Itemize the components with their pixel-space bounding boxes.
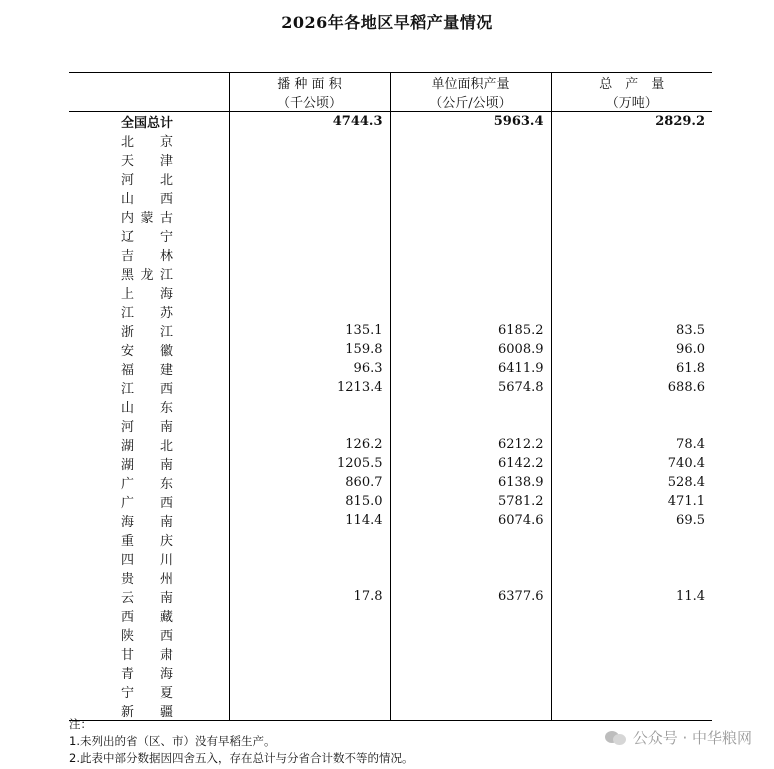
header-region bbox=[69, 73, 229, 93]
area-cell bbox=[229, 264, 390, 283]
table-row bbox=[69, 378, 712, 397]
table-row bbox=[69, 682, 712, 701]
yield-cell bbox=[390, 530, 551, 549]
table-row bbox=[69, 663, 712, 682]
header-output-unit: （万吨） bbox=[551, 92, 712, 112]
region-cell bbox=[69, 112, 229, 132]
note-item-2: 2.此表中部分数据因四舍五入，存在总计与分省合计数不等的情况。 bbox=[69, 751, 414, 765]
yield-cell bbox=[390, 397, 551, 416]
output-cell bbox=[551, 150, 712, 169]
yield-cell bbox=[390, 207, 551, 226]
notes bbox=[69, 716, 413, 767]
region-name: 内蒙古 bbox=[121, 211, 173, 226]
output-cell bbox=[551, 302, 712, 321]
region-name: 四川 bbox=[121, 553, 173, 568]
header-area-unit: （千公顷） bbox=[229, 92, 390, 112]
area-cell bbox=[229, 606, 390, 625]
header-yield: 单位面积产量 bbox=[390, 73, 551, 93]
region-name: 安徽 bbox=[121, 344, 173, 359]
area-cell: 4744.3 bbox=[229, 112, 390, 132]
output-cell: 740.4 bbox=[551, 454, 712, 473]
region-cell bbox=[69, 663, 229, 682]
region-cell bbox=[69, 359, 229, 378]
output-cell bbox=[551, 644, 712, 663]
header-output: 总 产 量 bbox=[551, 73, 712, 93]
yield-cell bbox=[390, 416, 551, 435]
region-name: 青海 bbox=[121, 667, 173, 682]
table-row bbox=[69, 416, 712, 435]
table-row bbox=[69, 188, 712, 207]
area-cell: 159.8 bbox=[229, 340, 390, 359]
area-cell: 126.2 bbox=[229, 435, 390, 454]
area-cell bbox=[229, 530, 390, 549]
total-row bbox=[69, 112, 712, 132]
output-cell bbox=[551, 549, 712, 568]
yield-cell bbox=[390, 682, 551, 701]
region-name: 浙江 bbox=[121, 325, 173, 340]
yield-cell: 6074.6 bbox=[390, 511, 551, 530]
output-cell: 2829.2 bbox=[551, 112, 712, 132]
output-cell bbox=[551, 207, 712, 226]
table-row bbox=[69, 397, 712, 416]
yield-cell bbox=[390, 701, 551, 721]
table-row bbox=[69, 150, 712, 169]
region-cell bbox=[69, 473, 229, 492]
area-cell bbox=[229, 682, 390, 701]
region-name: 山东 bbox=[121, 401, 173, 416]
area-cell bbox=[229, 549, 390, 568]
area-cell: 815.0 bbox=[229, 492, 390, 511]
area-cell bbox=[229, 625, 390, 644]
region-name: 甘肃 bbox=[121, 648, 173, 663]
yield-cell bbox=[390, 606, 551, 625]
output-cell: 528.4 bbox=[551, 473, 712, 492]
region-cell bbox=[69, 397, 229, 416]
region-cell bbox=[69, 283, 229, 302]
output-cell bbox=[551, 663, 712, 682]
region-name: 湖南 bbox=[121, 458, 173, 473]
output-cell bbox=[551, 245, 712, 264]
output-cell bbox=[551, 682, 712, 701]
header-row-1 bbox=[69, 73, 712, 93]
region-name: 河北 bbox=[121, 173, 173, 188]
yield-cell bbox=[390, 150, 551, 169]
notes-label: 注： bbox=[69, 717, 92, 731]
area-cell: 1205.5 bbox=[229, 454, 390, 473]
region-cell bbox=[69, 321, 229, 340]
region-cell bbox=[69, 530, 229, 549]
table-row bbox=[69, 207, 712, 226]
output-cell bbox=[551, 283, 712, 302]
table-row bbox=[69, 568, 712, 587]
output-cell bbox=[551, 226, 712, 245]
region-cell bbox=[69, 511, 229, 530]
table-row bbox=[69, 321, 712, 340]
table-row bbox=[69, 340, 712, 359]
header-region-unit bbox=[69, 92, 229, 112]
region-cell bbox=[69, 606, 229, 625]
output-cell bbox=[551, 264, 712, 283]
yield-cell: 6185.2 bbox=[390, 321, 551, 340]
region-name: 湖北 bbox=[121, 439, 173, 454]
table-row bbox=[69, 644, 712, 663]
yield-cell bbox=[390, 264, 551, 283]
region-name: 北京 bbox=[121, 135, 173, 150]
yield-cell bbox=[390, 188, 551, 207]
table-row bbox=[69, 245, 712, 264]
output-cell: 83.5 bbox=[551, 321, 712, 340]
table-row bbox=[69, 625, 712, 644]
area-cell bbox=[229, 302, 390, 321]
table-row bbox=[69, 530, 712, 549]
region-name: 黑龙江 bbox=[121, 268, 173, 283]
area-cell: 135.1 bbox=[229, 321, 390, 340]
yield-cell: 6411.9 bbox=[390, 359, 551, 378]
output-cell: 11.4 bbox=[551, 587, 712, 606]
yield-cell bbox=[390, 568, 551, 587]
table-row bbox=[69, 511, 712, 530]
area-cell: 96.3 bbox=[229, 359, 390, 378]
region-cell bbox=[69, 416, 229, 435]
area-cell: 1213.4 bbox=[229, 378, 390, 397]
region-cell bbox=[69, 549, 229, 568]
output-cell bbox=[551, 625, 712, 644]
table-row bbox=[69, 226, 712, 245]
yield-cell: 6212.2 bbox=[390, 435, 551, 454]
region-name: 山西 bbox=[121, 192, 173, 207]
region-cell bbox=[69, 188, 229, 207]
area-cell bbox=[229, 226, 390, 245]
yield-cell bbox=[390, 302, 551, 321]
output-cell: 69.5 bbox=[551, 511, 712, 530]
area-cell bbox=[229, 169, 390, 188]
output-cell: 78.4 bbox=[551, 435, 712, 454]
region-cell bbox=[69, 150, 229, 169]
output-cell bbox=[551, 188, 712, 207]
region-cell bbox=[69, 378, 229, 397]
output-cell bbox=[551, 397, 712, 416]
area-cell bbox=[229, 131, 390, 150]
yield-cell: 5963.4 bbox=[390, 112, 551, 132]
region-cell bbox=[69, 264, 229, 283]
yield-cell: 5781.2 bbox=[390, 492, 551, 511]
yield-cell: 6142.2 bbox=[390, 454, 551, 473]
region-cell bbox=[69, 568, 229, 587]
region-name: 天津 bbox=[121, 154, 173, 169]
table-row bbox=[69, 587, 712, 606]
region-name: 全国总计 bbox=[121, 116, 174, 131]
region-name: 海南 bbox=[121, 515, 173, 530]
region-name: 广西 bbox=[121, 496, 173, 511]
yield-cell: 6377.6 bbox=[390, 587, 551, 606]
region-cell bbox=[69, 245, 229, 264]
yield-cell bbox=[390, 549, 551, 568]
output-cell bbox=[551, 701, 712, 721]
output-cell bbox=[551, 530, 712, 549]
watermark bbox=[605, 727, 752, 748]
region-name: 云南 bbox=[121, 591, 173, 606]
yield-cell bbox=[390, 663, 551, 682]
yield-cell bbox=[390, 226, 551, 245]
region-cell bbox=[69, 131, 229, 150]
watermark-text: 公众号 · 中华粮网 bbox=[632, 729, 752, 747]
region-cell bbox=[69, 492, 229, 511]
production-table bbox=[69, 72, 712, 721]
output-cell bbox=[551, 606, 712, 625]
yield-cell bbox=[390, 283, 551, 302]
area-cell bbox=[229, 283, 390, 302]
region-cell bbox=[69, 302, 229, 321]
area-cell bbox=[229, 663, 390, 682]
region-cell bbox=[69, 454, 229, 473]
header-yield-unit: （公斤/公顷） bbox=[390, 92, 551, 112]
area-cell bbox=[229, 568, 390, 587]
header-row-2 bbox=[69, 92, 712, 112]
region-cell bbox=[69, 340, 229, 359]
region-name: 江西 bbox=[121, 382, 173, 397]
note-item-1: 1.未列出的省（区、市）没有早稻生产。 bbox=[69, 734, 276, 748]
region-name: 上海 bbox=[121, 287, 173, 302]
region-name: 陕西 bbox=[121, 629, 173, 644]
table-row bbox=[69, 549, 712, 568]
yield-cell bbox=[390, 625, 551, 644]
region-cell bbox=[69, 682, 229, 701]
yield-cell bbox=[390, 644, 551, 663]
area-cell bbox=[229, 188, 390, 207]
area-cell: 114.4 bbox=[229, 511, 390, 530]
area-cell bbox=[229, 150, 390, 169]
yield-cell bbox=[390, 169, 551, 188]
region-name: 福建 bbox=[121, 363, 173, 378]
region-cell bbox=[69, 625, 229, 644]
header-area: 播 种 面 积 bbox=[229, 73, 390, 93]
region-name: 吉林 bbox=[121, 249, 173, 264]
region-cell bbox=[69, 644, 229, 663]
area-cell bbox=[229, 397, 390, 416]
region-cell bbox=[69, 226, 229, 245]
region-name: 宁夏 bbox=[121, 686, 173, 701]
region-name: 江苏 bbox=[121, 306, 173, 321]
table-row bbox=[69, 454, 712, 473]
table-row bbox=[69, 169, 712, 188]
area-cell bbox=[229, 207, 390, 226]
table-row bbox=[69, 131, 712, 150]
table-row bbox=[69, 302, 712, 321]
output-cell bbox=[551, 416, 712, 435]
region-name: 辽宁 bbox=[121, 230, 173, 245]
region-name: 贵州 bbox=[121, 572, 173, 587]
area-cell: 17.8 bbox=[229, 587, 390, 606]
yield-cell bbox=[390, 131, 551, 150]
table-row bbox=[69, 492, 712, 511]
region-cell bbox=[69, 169, 229, 188]
table-body bbox=[69, 112, 712, 721]
table-row bbox=[69, 283, 712, 302]
region-name: 西藏 bbox=[121, 610, 173, 625]
table-row bbox=[69, 473, 712, 492]
region-cell bbox=[69, 435, 229, 454]
yield-cell: 5674.8 bbox=[390, 378, 551, 397]
region-cell bbox=[69, 207, 229, 226]
table-row bbox=[69, 359, 712, 378]
region-name: 广东 bbox=[121, 477, 173, 492]
output-cell bbox=[551, 568, 712, 587]
table-row bbox=[69, 264, 712, 283]
yield-cell: 6008.9 bbox=[390, 340, 551, 359]
region-name: 新疆 bbox=[121, 705, 173, 720]
output-cell bbox=[551, 169, 712, 188]
output-cell bbox=[551, 131, 712, 150]
table-row bbox=[69, 606, 712, 625]
table-row bbox=[69, 435, 712, 454]
output-cell: 688.6 bbox=[551, 378, 712, 397]
region-name: 重庆 bbox=[121, 534, 173, 549]
area-cell bbox=[229, 245, 390, 264]
yield-cell bbox=[390, 245, 551, 264]
wechat-icon bbox=[605, 729, 627, 747]
output-cell: 471.1 bbox=[551, 492, 712, 511]
yield-cell: 6138.9 bbox=[390, 473, 551, 492]
region-name: 河南 bbox=[121, 420, 173, 435]
area-cell: 860.7 bbox=[229, 473, 390, 492]
area-cell bbox=[229, 416, 390, 435]
output-cell: 96.0 bbox=[551, 340, 712, 359]
region-cell bbox=[69, 587, 229, 606]
output-cell: 61.8 bbox=[551, 359, 712, 378]
area-cell bbox=[229, 644, 390, 663]
page-title: 2026年各地区早稻产量情况 bbox=[281, 13, 493, 32]
